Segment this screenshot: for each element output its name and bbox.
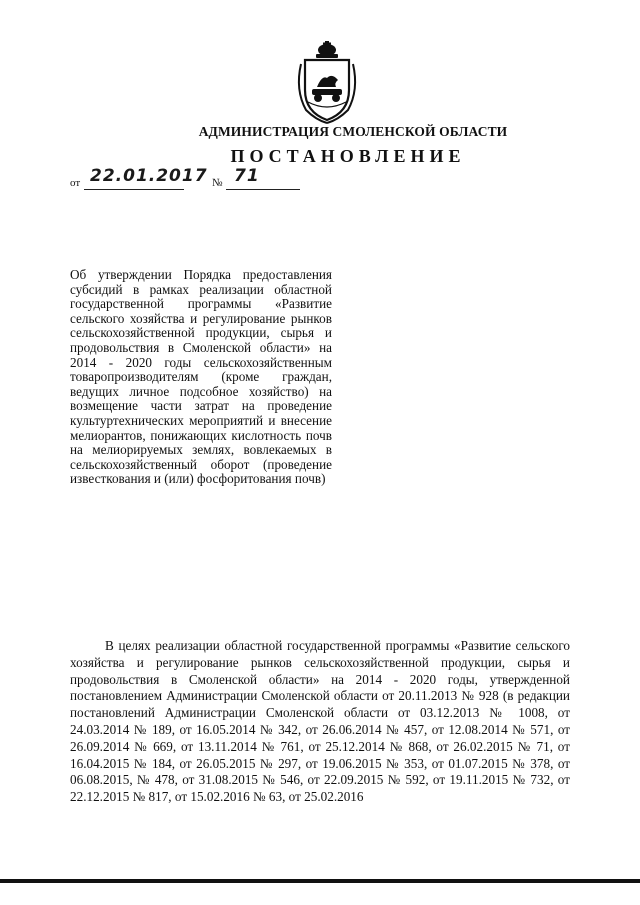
organization-name: АДМИНИСТРАЦИЯ СМОЛЕНСКОЙ ОБЛАСТИ — [198, 124, 508, 139]
date-from-label: от — [70, 177, 81, 189]
document-subject: Об утверждении Порядка предоставления субсидий в рамках реализации областной государственной программы «Развитие сельского хозяйства и регулирование рынков сельскохозяйственной продукции, сырья и продовольствия в Смоленской области» на 2014 - 2020 годы сельскохозяйственным товаропроизводителям (кроме граждан, ведущих личное подсобное хозяйство) на возмещение части затрат на проведение культуртехнических мероприятий и внесение мелиорантов, понижающих кислотность почв на мелиорируемых землях, вовлекаемых в сельскохозяйственный оборот (проведение известкования и (или) фосфоритования почв) — [70, 267, 332, 487]
number-underline — [226, 189, 300, 190]
coat-of-arms-emblem — [292, 40, 362, 125]
handwritten-date: 22.01.2017 — [90, 166, 208, 186]
document-type-title: ПОСТАНОВЛЕНИЕ — [230, 146, 466, 166]
handwritten-number: 71 — [234, 166, 260, 186]
date-underline — [84, 189, 184, 190]
number-label: № — [212, 177, 223, 189]
body-paragraph: В целях реализации областной государственной программы «Развитие сельского хозяйства и регулирование рынков сельскохозяйственной продукции, сырья и продовольствия в Смоленской области» на 2014 - 2020 годы, утвержденной постановлением Администрации Смоленской области от 20.11.2013 № 928 (в редакции постановлений Администрации Смоленской области от 03.12.2013 № 1008, от 24.03.2014 № 189, от 16.05.2014 № 342, от 26.06.2014 № 457, от 12.08.2014 № 571, от 26.09.2014 № 669, от 13.11.2014 № 761, от 25.12.2014 № 868, от 26.02.2015 № 71, от 16.04.2015 № 184, от 26.05.2015 № 297, от 19.06.2015 № 353, от 01.07.2015 № 378, от 06.08.2015, № 478, от 31.08.2015 № 546, от 22.09.2015 № 592, от 19.11.2015 № 732, от 22.12.2015 № 817, от 15.02.2016 № 63, от 25.02.2016 — [70, 638, 570, 805]
bottom-divider — [0, 879, 640, 883]
